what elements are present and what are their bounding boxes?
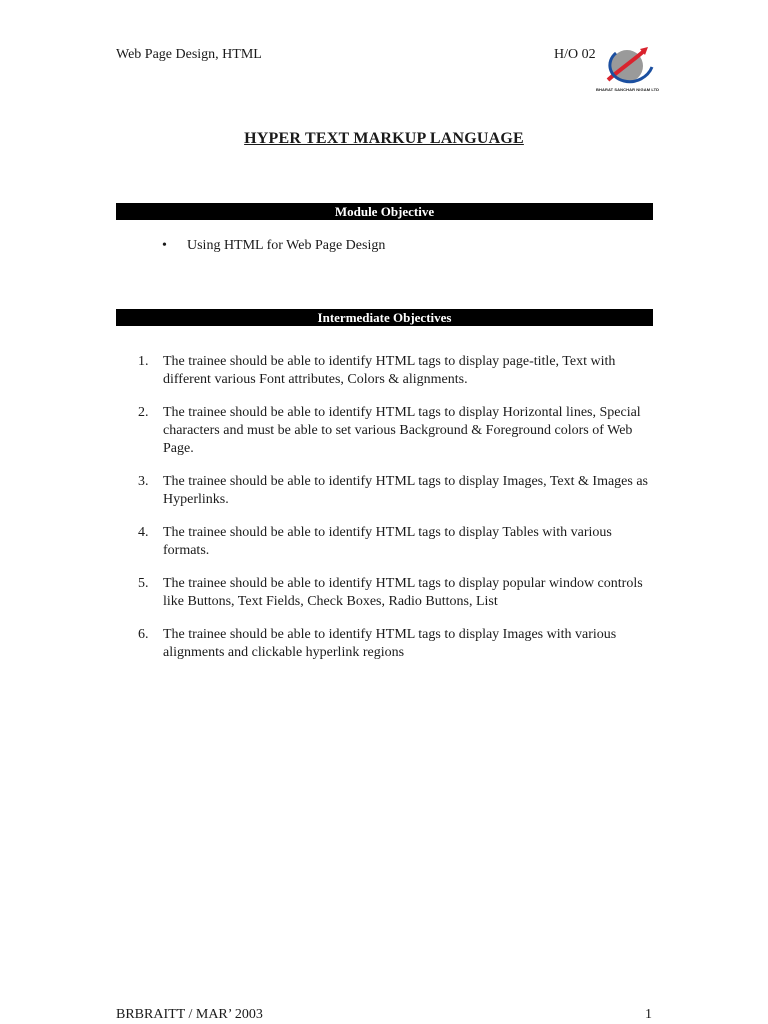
module-objective-heading: Module Objective (116, 203, 653, 220)
item-number: 6. (138, 627, 149, 642)
list-item (138, 524, 658, 560)
list-item (138, 353, 658, 389)
bsnl-logo-icon (596, 43, 678, 97)
item-number: 2. (138, 405, 149, 420)
document-title: HYPER TEXT MARKUP LANGUAGE (244, 130, 524, 147)
header-handout-number: H/O 02 (554, 47, 596, 62)
item-text: The trainee should be able to identify HTML tags to display Images with various alignments and clickable hyperlink regions (163, 627, 617, 660)
bullet-icon: • (162, 238, 167, 253)
list-item (138, 575, 658, 611)
intermediate-objectives-heading: Intermediate Objectives (116, 309, 653, 326)
header-course-title: Web Page Design, HTML (116, 47, 262, 62)
footer-organization-date: BRBRAITT / MAR’ 2003 (116, 1007, 263, 1022)
item-number: 1. (138, 354, 149, 369)
item-text: The trainee should be able to identify HTML tags to display Tables with various formats. (163, 525, 612, 558)
bullet-text: Using HTML for Web Page Design (187, 238, 386, 253)
intermediate-objectives-list (138, 353, 658, 677)
item-text: The trainee should be able to identify HTML tags to display popular window controls like Buttons, Text Fields, Check Boxes, Radio Buttons, List (163, 576, 643, 609)
footer-page-number: 1 (645, 1007, 652, 1022)
list-item (138, 473, 658, 509)
list-item (138, 404, 658, 458)
item-text: The trainee should be able to identify HTML tags to display page-title, Text with different various Font attributes, Colors & alignments. (163, 354, 616, 387)
list-item (160, 238, 385, 254)
item-text: The trainee should be able to identify HTML tags to display Images, Text & Images as Hyperlinks. (163, 474, 649, 507)
logo-caption: BHARAT SANCHAR NIGAM LTD (596, 87, 660, 92)
item-number: 4. (138, 525, 149, 540)
item-text: The trainee should be able to identify HTML tags to display Horizontal lines, Special characters and must be able to set various Background & Foreground colors of Web Page. (163, 405, 641, 456)
item-number: 5. (138, 576, 149, 591)
list-item (138, 626, 658, 662)
module-objective-list (160, 238, 385, 254)
item-number: 3. (138, 474, 149, 489)
